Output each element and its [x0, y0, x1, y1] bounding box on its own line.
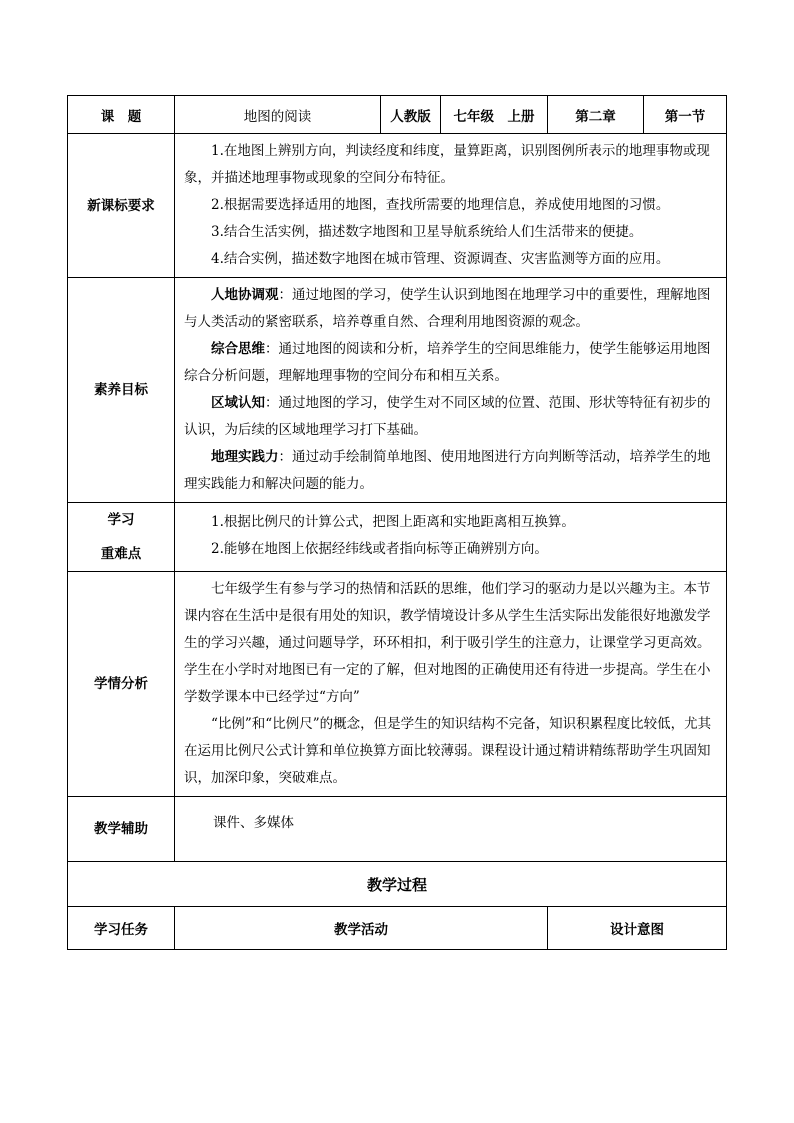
lesson-plan-table: [67, 95, 727, 950]
analysis-content: [175, 572, 727, 797]
aids-value: 课件、多媒体: [175, 797, 727, 862]
process-title: 教学过程: [68, 862, 727, 907]
analysis-row: [68, 572, 727, 797]
literacy-text: ：通过地图的阅读和分析，培养学生的空间思维能力，使学生能够运用地图综合分析问题，理解地理事物的空间分布和相互关系。: [184, 341, 711, 384]
analysis-label: 学情分析: [68, 572, 175, 797]
literacy-text: ：通过地图的学习，使学生认识到地图在地理学习中的重要性，理解地图与人类活动的紧密联系，培养尊重自然、合理利用地图资源的观念。: [184, 287, 711, 330]
curriculum-item: 2.根据需要选择适用的地图，查找所需要的地理信息，养成使用地图的习惯。: [211, 197, 670, 213]
col-task-header: 学习任务: [68, 907, 175, 950]
grade-value: 七年级 上册: [441, 96, 548, 134]
keypoints-item: 2.能够在地图上依据经纬线或者指向标等正确辨别方向。: [211, 541, 548, 557]
curriculum-item: 3.结合生活实例，描述数字地图和卫星导航系统给人们生活带来的便捷。: [211, 224, 643, 240]
literacy-text: ：通过动手绘制简单地图、使用地图进行方向判断等活动，培养学生的地理实践能力和解决问题的能力。: [184, 449, 711, 492]
section-value: 第一节: [644, 96, 727, 134]
col-activity-header: 教学活动: [175, 907, 548, 950]
literacy-item: [184, 282, 718, 336]
topic-label: 课 题: [68, 96, 175, 134]
keypoints-row: [68, 503, 727, 572]
analysis-paragraph: 七年级学生有参与学习的热情和活跃的思维，他们学习的驱动力是以兴趣为主。本节课内容在生活中是很有用处的知识，教学情境设计多从学生生活实际出发能很好地激发学生的学习兴趣，通过问题导学，环环相扣，利于吸引学生的注意力，让课堂学习更高效。学生在小学时对地图已有一定的了解，但对地图的正确使用还有待进一步提高。学生在小学数学课本中已经学过“方向”: [184, 581, 711, 705]
literacy-item: [184, 390, 718, 444]
process-title-row: [68, 862, 727, 907]
curriculum-item: 4.结合实例，描述数字地图在城市管理、资源调查、灾害监测等方面的应用。: [211, 251, 670, 267]
header-row: [68, 96, 727, 134]
process-header-row: [68, 907, 727, 950]
keypoints-item: 1.根据比例尺的计算公式，把图上距离和实地距离相互换算。: [211, 514, 575, 530]
keypoints-label-line1: 学习: [107, 512, 135, 528]
literacy-term: 区域认知: [211, 395, 265, 411]
literacy-term: 综合思维: [211, 341, 265, 357]
literacy-term: 地理实践力: [211, 449, 279, 465]
curriculum-row: [68, 134, 727, 278]
edition-value: 人教版: [381, 96, 441, 134]
keypoints-label: [68, 503, 175, 572]
aids-row: [68, 797, 727, 862]
literacy-item: [184, 444, 718, 498]
chapter-value: 第二章: [548, 96, 644, 134]
curriculum-content: [175, 134, 727, 278]
col-intent-header: 设计意图: [548, 907, 727, 950]
analysis-paragraph: “比例”和“比例尺”的概念，但是学生的知识结构不完备，知识积累程度比较低，尤其在运用比例尺公式计算和单位换算方面比较薄弱。课程设计通过精讲精练帮助学生巩固知识，加深印象，突破难点。: [184, 716, 712, 786]
aids-label: 教学辅助: [68, 797, 175, 862]
literacy-item: [184, 336, 718, 390]
literacy-label: 素养目标: [68, 278, 175, 503]
curriculum-label: 新课标要求: [68, 134, 175, 278]
keypoints-content: [175, 503, 727, 572]
keypoints-label-line2: 重难点: [100, 546, 142, 562]
literacy-term: 人地协调观: [211, 287, 279, 303]
curriculum-item: 1.在地图上辨别方向，判读经度和纬度，量算距离，识别图例所表示的地理事物或现象，并描述地理事物或现象的空间分布特征。: [184, 143, 710, 186]
topic-value: 地图的阅读: [175, 96, 381, 134]
literacy-text: ：通过地图的学习，使学生对不同区域的位置、范围、形状等特征有初步的认识，为后续的区域地理学习打下基础。: [184, 395, 711, 438]
literacy-content: [175, 278, 727, 503]
literacy-row: [68, 278, 727, 503]
